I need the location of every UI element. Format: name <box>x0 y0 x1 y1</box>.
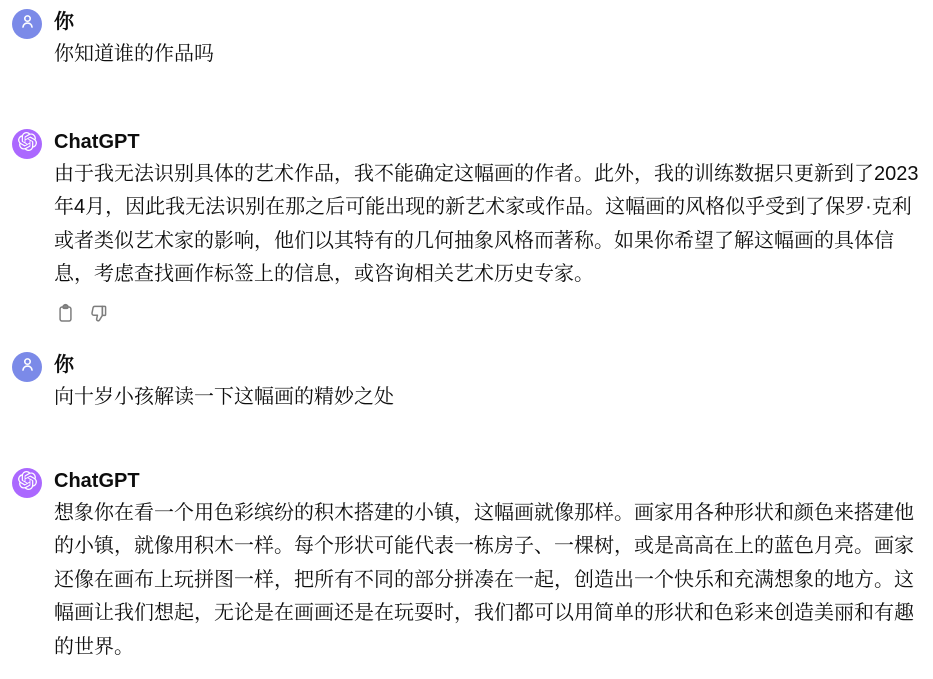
thumbs-down-icon <box>88 303 109 324</box>
openai-logo-icon <box>18 132 37 156</box>
message-author: 你 <box>54 353 74 376</box>
thumbs-down-button[interactable] <box>87 303 109 325</box>
message-actions <box>54 303 921 325</box>
chatgpt-avatar <box>12 468 42 498</box>
message-author: ChatGPT <box>54 130 140 153</box>
message-author: 你 <box>54 11 74 33</box>
user-message <box>12 8 921 72</box>
openai-logo-icon <box>18 471 37 495</box>
message-content <box>54 8 921 72</box>
message-text: 由于我无法识别具体的艺术作品，我不能确定这幅画的作者。此外，我的训练数据只更新到了2023年4月，因此我无法识别在那之后可能出现的新艺术家或作品。这幅画的风格似乎受到了保罗·克利或者类似艺术家的影响，他们以其特有的几何抽象风格而著称。如果你希望了解这幅画的具体信息，考虑查找画作标签上的信息，或咨询相关艺术历史专家。 <box>54 162 919 286</box>
chatgpt-avatar <box>12 129 42 159</box>
message-content <box>54 351 921 415</box>
user-avatar <box>12 9 42 39</box>
person-icon <box>18 12 37 36</box>
message-text: 想象你在看一个用色彩缤纷的积木搭建的小镇，这幅画就像那样。画家用各种形状和颜色来搭建他的小镇，就像用积木一样。每个形状可能代表一栋房子、一棵树，或是高高在上的蓝色月亮。画家还像在画布上玩拼图一样，把所有不同的部分拼凑在一起，创造出一个快乐和充满想象的地方。这幅画让我们想起，无论是在画画还是在玩耍时，我们都可以用简单的形状和色彩来创造美丽和有趣的世界。 <box>54 501 914 658</box>
user-avatar <box>12 352 42 382</box>
copy-icon <box>55 303 76 324</box>
person-icon <box>18 355 37 379</box>
message-text: 你知道谁的作品吗 <box>54 43 214 65</box>
assistant-message <box>12 128 921 325</box>
assistant-message <box>12 467 921 665</box>
copy-button[interactable] <box>54 303 76 325</box>
user-message <box>12 351 921 415</box>
message-content <box>54 128 921 325</box>
message-author: ChatGPT <box>54 469 140 492</box>
message-content <box>54 467 921 665</box>
message-text: 向十岁小孩解读一下这幅画的精妙之处 <box>54 385 394 408</box>
